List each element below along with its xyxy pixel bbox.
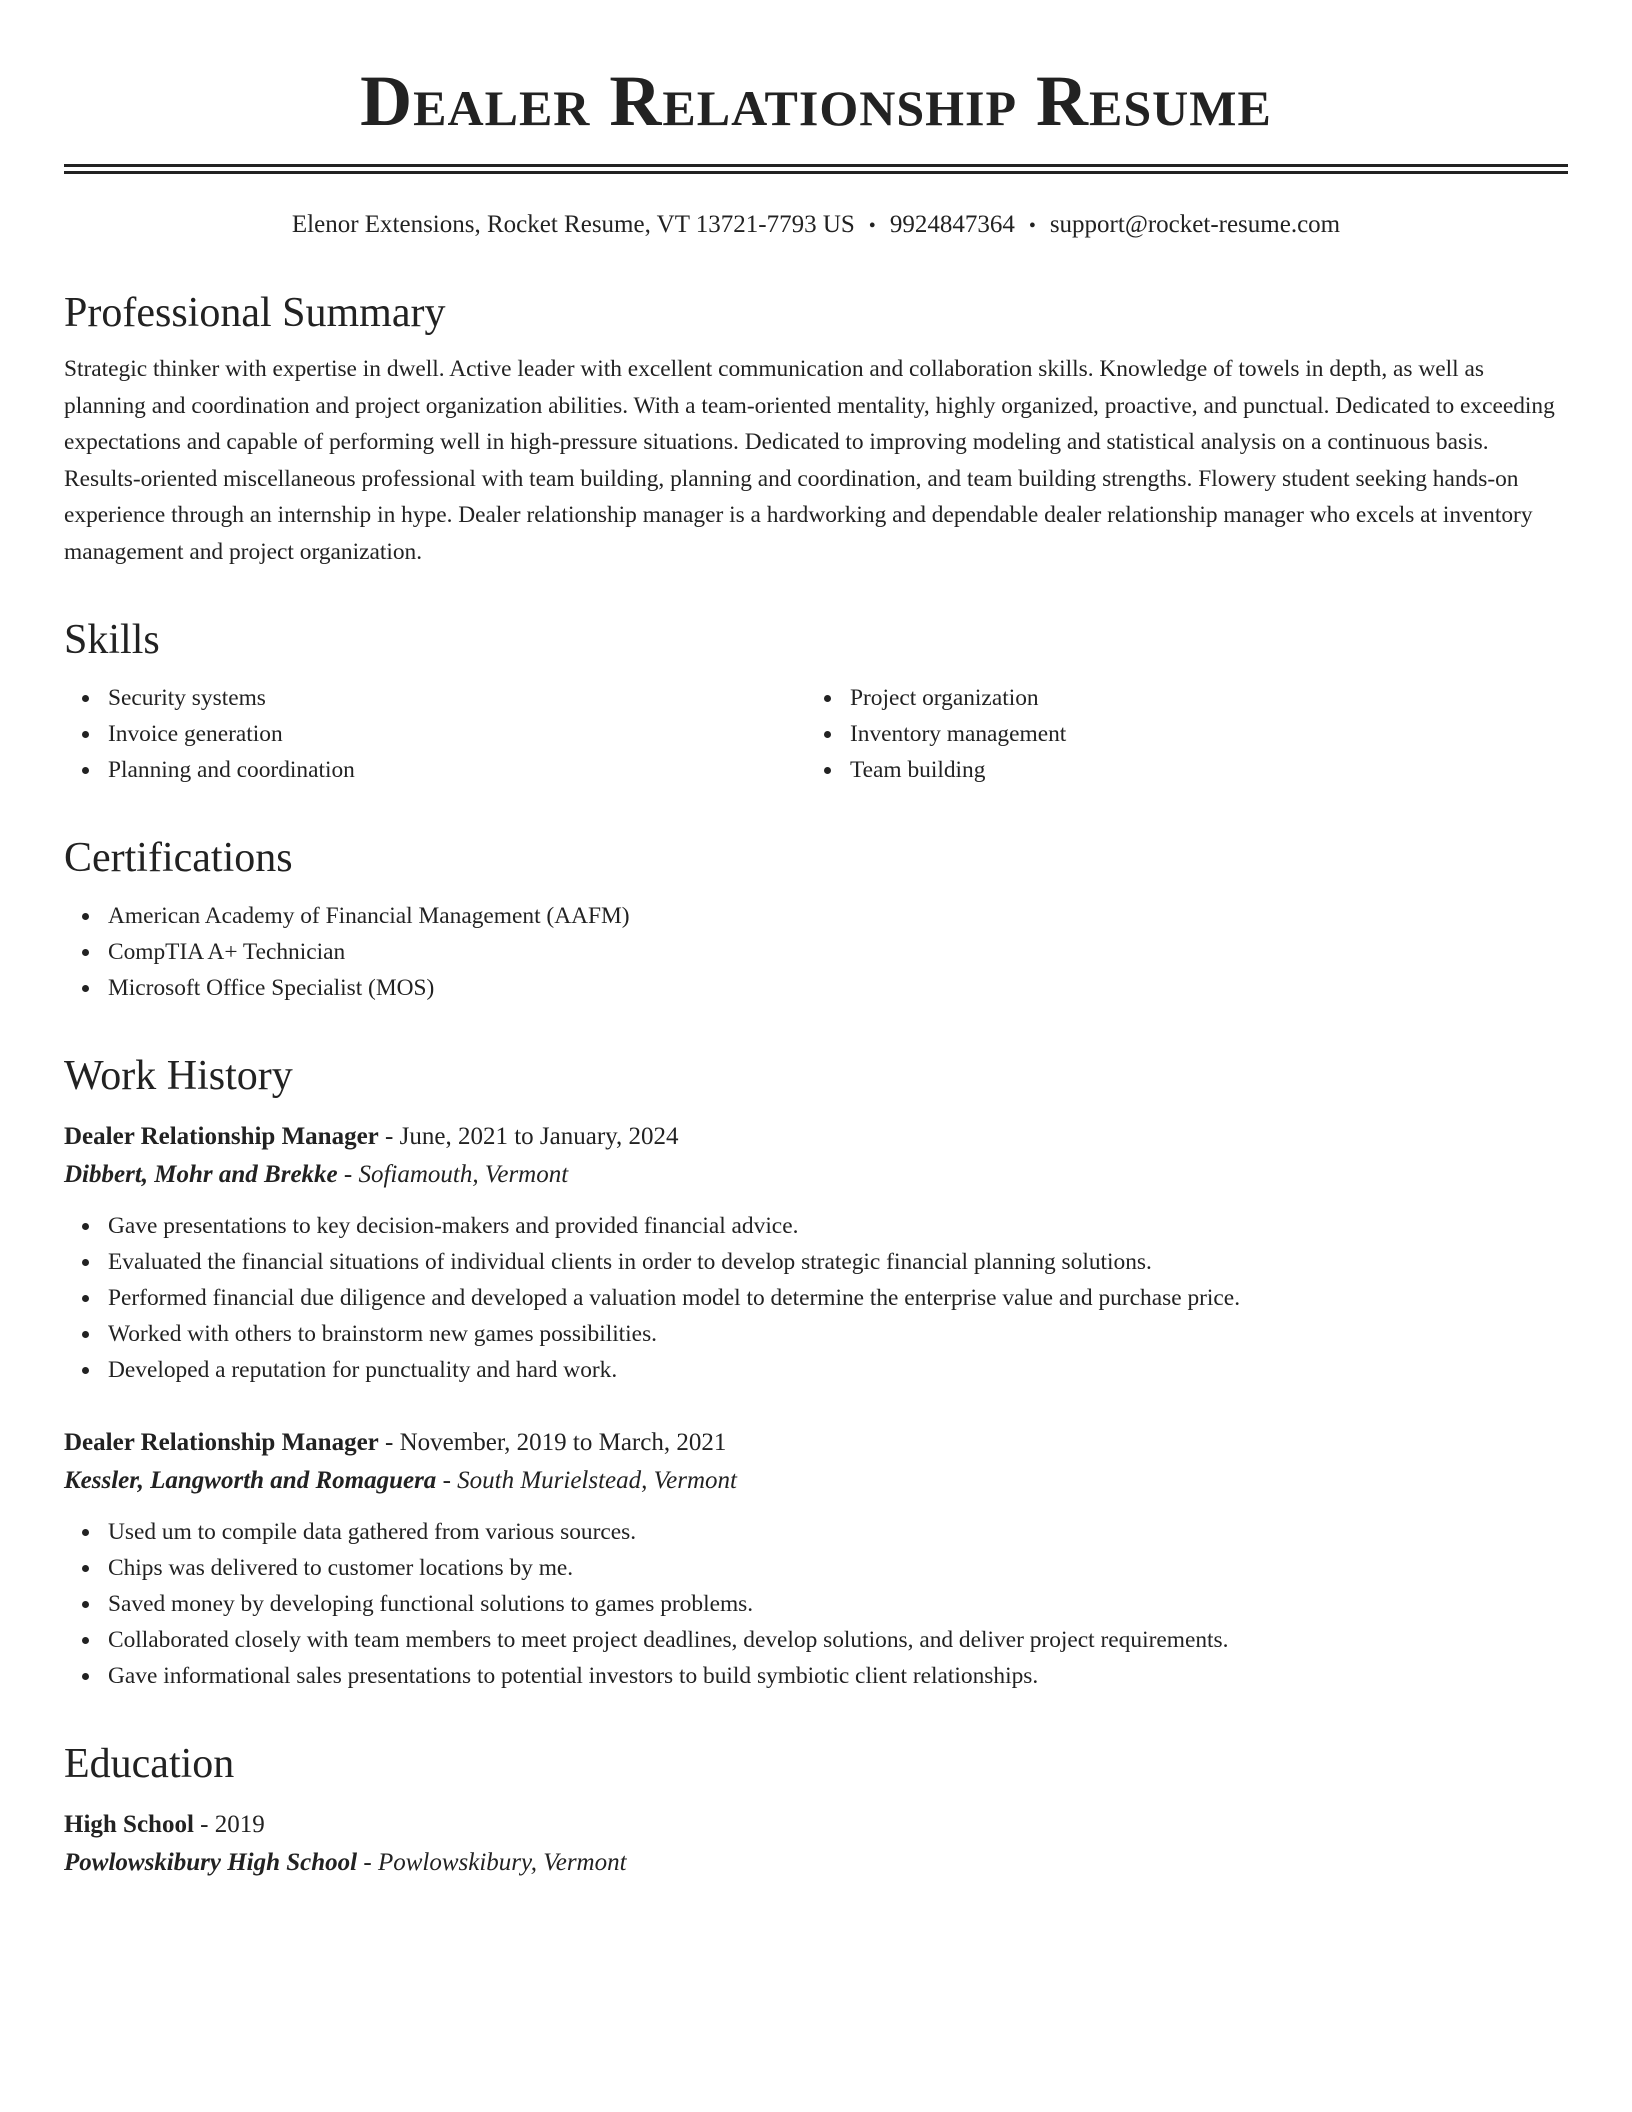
contact-address: Elenor Extensions, Rocket Resume, VT 13721-7793 US bbox=[291, 211, 855, 238]
job-location: - South Murielstead, Vermont bbox=[436, 1467, 737, 1494]
job-bullet: Gave presentations to key decision-makers and provided financial advice. bbox=[64, 1208, 1568, 1244]
education-school-line bbox=[64, 1844, 1568, 1882]
job-company-line bbox=[64, 1156, 1568, 1194]
job-title-line bbox=[64, 1118, 1568, 1156]
certifications-heading: Certifications bbox=[64, 835, 293, 881]
contact-separator: • bbox=[1028, 215, 1036, 237]
education-year: - 2019 bbox=[193, 1811, 265, 1838]
job-bullet: Gave informational sales presentations to potential investors to build symbiotic client relationships. bbox=[64, 1658, 1568, 1694]
skills-list-right bbox=[806, 680, 1568, 788]
job-role: Dealer Relationship Manager bbox=[64, 1123, 379, 1150]
education-degree: High School bbox=[64, 1811, 194, 1838]
certifications-list bbox=[64, 898, 1568, 1006]
title-divider bbox=[64, 164, 1568, 174]
job-bullets bbox=[64, 1514, 1568, 1694]
job-company-line bbox=[64, 1462, 1568, 1500]
skill-item: Planning and coordination bbox=[64, 752, 806, 788]
job-bullet: Used um to compile data gathered from various sources. bbox=[64, 1514, 1568, 1550]
job-company: Kessler, Langworth and Romaguera bbox=[64, 1467, 437, 1494]
job-bullet: Developed a reputation for punctuality and hard work. bbox=[64, 1352, 1568, 1388]
skills-heading: Skills bbox=[64, 617, 160, 663]
job-role: Dealer Relationship Manager bbox=[64, 1429, 379, 1456]
skill-item: Invoice generation bbox=[64, 716, 806, 752]
education-degree-line bbox=[64, 1806, 1568, 1844]
skill-item: Team building bbox=[806, 752, 1568, 788]
job-company: Dibbert, Mohr and Brekke bbox=[64, 1161, 338, 1188]
job-dates: - June, 2021 to January, 2024 bbox=[378, 1123, 679, 1150]
certification-item: American Academy of Financial Management (AAFM) bbox=[64, 898, 1568, 934]
job-entry bbox=[64, 1424, 1568, 1694]
contact-phone: 9924847364 bbox=[889, 211, 1015, 238]
education-school: Powlowskibury High School bbox=[64, 1849, 358, 1876]
certification-item: Microsoft Office Specialist (MOS) bbox=[64, 970, 1568, 1006]
job-title-line bbox=[64, 1424, 1568, 1462]
summary-heading: Professional Summary bbox=[64, 290, 446, 336]
contact-line bbox=[64, 208, 1568, 243]
job-entry bbox=[64, 1118, 1568, 1388]
certification-item: CompTIA A+ Technician bbox=[64, 934, 1568, 970]
job-bullet: Saved money by developing functional solutions to games problems. bbox=[64, 1586, 1568, 1622]
education-heading: Education bbox=[64, 1741, 235, 1787]
summary-text: Strategic thinker with expertise in dwell. Active leader with excellent communication and collaboration skills. Knowledge of towels in depth, as well as planning and coordination and project organization abilities. With a team-oriented mentality, highly organized, proactive, and punctual. Dedicated to exceeding expectations and capable of performing well in high-pressure situations. Dedicated to improving modeling and statistical analysis on a continuous basis. Results-oriented miscellaneous professional with team building, planning and coordination, and team building strengths. Flowery student seeking hands-on experience through an internship in hype. Dealer relationship manager is a hardworking and dependable dealer relationship manager who excels at inventory management and project organization. bbox=[64, 356, 1555, 565]
contact-separator: • bbox=[868, 215, 876, 237]
education-location: - Powlowskibury, Vermont bbox=[357, 1849, 627, 1876]
job-bullet: Chips was delivered to customer locations by me. bbox=[64, 1550, 1568, 1586]
job-bullet: Evaluated the financial situations of individual clients in order to develop strategic financial planning solutions. bbox=[64, 1244, 1568, 1280]
job-bullets bbox=[64, 1208, 1568, 1388]
page-title: Dealer Relationship Resume bbox=[360, 61, 1272, 141]
job-dates: - November, 2019 to March, 2021 bbox=[378, 1429, 727, 1456]
skill-item: Security systems bbox=[64, 680, 806, 716]
skills-grid bbox=[64, 666, 1568, 788]
contact-email: support@rocket-resume.com bbox=[1049, 211, 1341, 238]
job-bullet: Worked with others to brainstorm new games possibilities. bbox=[64, 1316, 1568, 1352]
skill-item: Project organization bbox=[806, 680, 1568, 716]
job-bullet: Performed financial due diligence and developed a valuation model to determine the enterprise value and purchase price. bbox=[64, 1280, 1568, 1316]
job-location: - Sofiamouth, Vermont bbox=[337, 1161, 569, 1188]
job-bullet: Collaborated closely with team members to meet project deadlines, develop solutions, and deliver project requirements. bbox=[64, 1622, 1568, 1658]
skill-item: Inventory management bbox=[806, 716, 1568, 752]
skills-list-left bbox=[64, 680, 806, 788]
work-history-heading: Work History bbox=[64, 1053, 293, 1099]
